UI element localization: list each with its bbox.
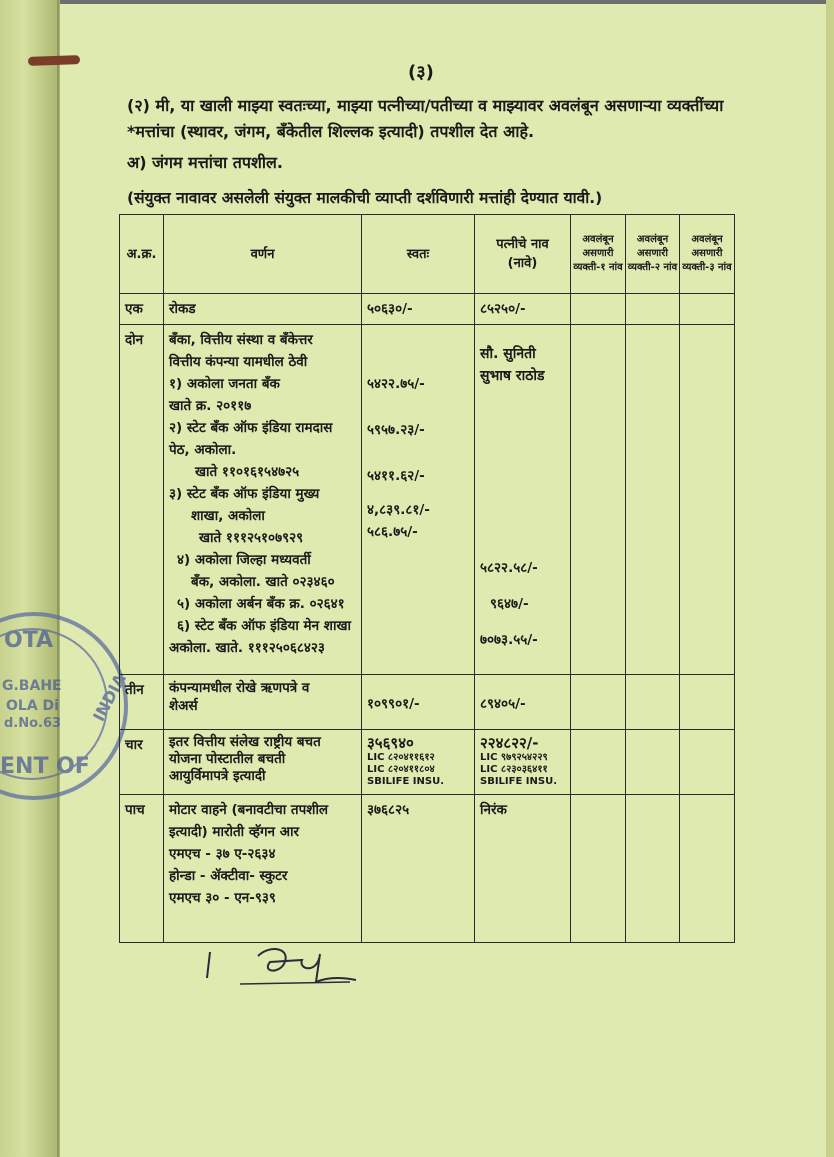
header-dependent-1: अवलंबून असणारी व्यक्ती-१ नांव (571, 215, 626, 294)
header-description: वर्णन (164, 215, 362, 294)
table-row (120, 325, 735, 675)
table-row (120, 294, 735, 325)
row-serial: एक (120, 294, 164, 325)
declaration-paragraph: (२) मी, या खाली माझ्या स्वतःच्या, माझ्या पत्नीच्या/पतीच्या व माझ्यावर अवलंबून असणाऱ्या व्यक्तींच्या *मत्तांचा (स्थावर, जंगम, बँकेतील शिल्लक इत्यादी) तपशील देत आहे. (127, 96, 724, 141)
section-note: (संयुक्त नावावर असलेली संयुक्त मालकीची व्याप्ती दर्शविणारी मत्तांही देण्यात यावी.) (127, 189, 603, 207)
table-row (120, 675, 735, 730)
row-description: बँका, वित्तीय संस्था व बँकेत्तर वित्तीय कंपन्या यामधील ठेवी १) अकोला जनता बँक खाते क्र. २०११७ २) स्टेट बँक ऑफ इंडिया रामदास पेठ, अकोला. खाते ११०१६१५४७२५ ३) स्टेट बँक ऑफ इंडिया मुख्य शाखा, अकोला खाते १११२५१०७९२९ ४) अकोला जिल्हा मध्यवर्ती बँक, अकोला. खाते ०२३४६० ५) अकोला अर्बन बँक क्र. ०२६४१ ६) स्टेट बँक ऑफ इंडिया मेन शाखा अकोला. खाते. १११२५०६८४२३ (164, 325, 362, 675)
header-dependent-3: अवलंबून असणारी व्यक्ती-३ नांव (680, 215, 735, 294)
page-top-edge (0, 0, 834, 4)
movable-assets-table (119, 214, 735, 943)
page-right-edge (826, 0, 834, 1157)
header-self: स्वतः (362, 215, 475, 294)
binding-fold-line (57, 0, 59, 1157)
row-spouse-value: २२४८२२/- LIC ९७९२५४२२९ LIC ८२३०३६४११ SBILIFE INSU. (475, 730, 571, 795)
row-self-value: ५०६३०/- (362, 294, 475, 325)
row-spouse-value: सौ. सुनिती सुभाष राठोड ५८२२.५८/- ९६४७/- ७०७३.५५/- (475, 325, 571, 675)
page-number: (३) (408, 62, 434, 83)
header-spouse: पत्नीचे नाव (नावे) (475, 215, 571, 294)
signature (200, 940, 360, 990)
section-heading: अ) जंगम मत्तांचा तपशील. (127, 153, 283, 172)
row-self-value: ३५६९४० LIC ८२०४११६१२ LIC ८२०४११८०४ SBILIFE INSU. (362, 730, 475, 795)
row-self-value: ३७६८२५ (362, 795, 475, 943)
row-self-value: १०९९०१/- (362, 675, 475, 730)
row-spouse-value: निरंक (475, 795, 571, 943)
header-dependent-2: अवलंबून असणारी व्यक्ती-२ नांव (626, 215, 680, 294)
row-serial: दोन (120, 325, 164, 675)
row-spouse-value: ८५२५०/- (475, 294, 571, 325)
row-serial: तीन (120, 675, 164, 730)
row-spouse-value: ८९४०५/- (475, 675, 571, 730)
table-row (120, 730, 735, 795)
page-binding (0, 0, 60, 1157)
table-row (120, 795, 735, 943)
row-description: रोकड (164, 294, 362, 325)
row-description: कंपन्यामधील रोखे ऋणपत्रे व शेअर्स (164, 675, 362, 730)
row-description: मोटार वाहने (बनावटीचा तपशील इत्यादी) मारोती व्हॅगन आर एमएच - ३७ ए-२६३४ होन्डा - ॲक्टीवा- स्कुटर एमएच ३० - एन-९३९ (164, 795, 362, 943)
row-description: इतर वित्तीय संलेख राष्ट्रीय बचत योजना पोस्टातील बचती आयुर्विमापत्रे इत्यादी (164, 730, 362, 795)
staple-pin (28, 55, 80, 66)
row-serial: चार (120, 730, 164, 795)
row-serial: पाच (120, 795, 164, 943)
official-stamp: OTA G.BAHE OLA Di d.No.63 ENT OF INDIA (0, 612, 128, 800)
row-self-value: ५४२२.७५/- ५९५७.२३/- ५४११.६२/- ४,८३९.८१/- ५८६.७५/- (362, 325, 475, 675)
header-serial: अ.क्र. (120, 215, 164, 294)
